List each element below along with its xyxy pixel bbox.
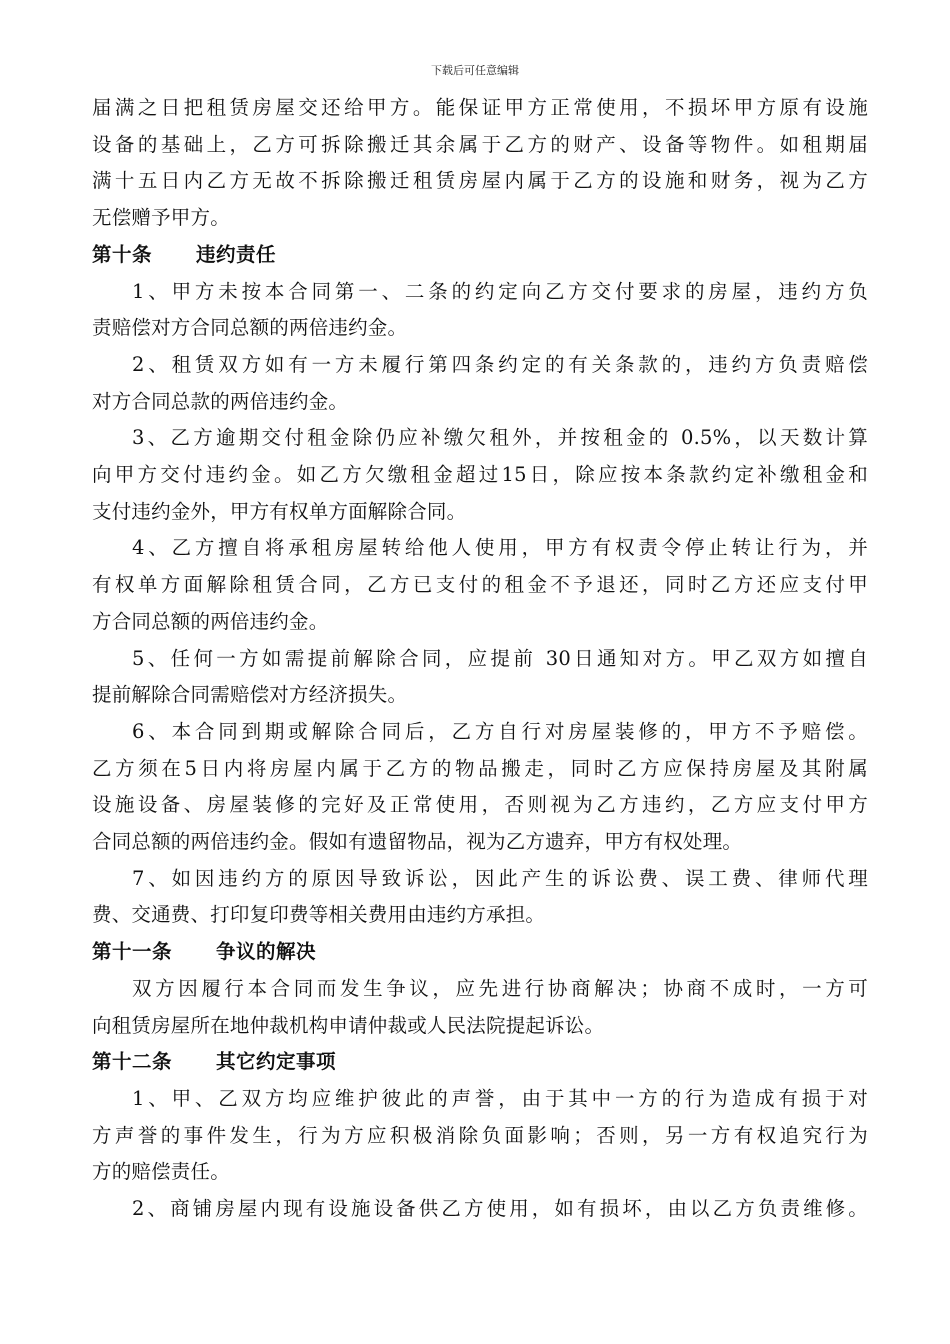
paragraph-line: 责赔偿对方合同总额的两倍违约金。 [92,316,408,340]
paragraph-line: 有权单方面解除租赁合同，乙方已支付的租金不予退还，同时乙方还应支付甲 [92,573,868,597]
article-number: 第十二条 [92,1050,173,1074]
paragraph-line: 3、乙方逾期交付租金除仍应补缴欠租外，并按租金的 0.5%，以天数计算 [132,426,868,450]
article-10-clause-2 [92,347,868,420]
document-body [92,90,868,1228]
article-12-clause-2 [92,1191,868,1228]
paragraph-line: 6、本合同到期或解除合同后，乙方自行对房屋装修的，甲方不予赔偿。 [132,719,868,743]
paragraph-line: 届满之日把租赁房屋交还给甲方。能保证甲方正常使用，不损坏甲方原有设施 [92,96,868,119]
paragraph-line: 方合同总额的两倍违约金。 [92,609,329,633]
paragraph-line: 4、乙方擅自将承租房屋转给他人使用，甲方有权责令停止转让行为，并 [132,536,868,560]
page-header-note: 下载后可任意编辑 [431,64,519,77]
paragraph-line: 7、如因违约方的原因导致诉讼，因此产生的诉讼费、误工费、律师代理 [132,866,868,890]
paragraph-line: 2、商铺房屋内现有设施设备供乙方使用，如有损坏，由以乙方负责维修。 [132,1197,868,1221]
paragraph-line: 费、交通费、打印复印费等相关费用由违约方承担。 [92,903,546,927]
paragraph-line: 对方合同总款的两倍违约金。 [92,389,349,413]
intro-paragraph [92,90,868,237]
paragraph-line: 支付违约金外，甲方有权单方面解除合同。 [92,499,467,523]
paragraph-line: 双方因履行本合同而发生争议，应先进行协商解决；协商不成时，一方可 [132,976,868,1000]
paragraph-line: 方声誉的事件发生，行为方应积极消除负面影响；否则，另一方有权追究行为 [92,1123,868,1147]
paragraph-line: 无偿赠予甲方。 [92,206,230,230]
paragraph-line: 乙方须在5日内将房屋内属于乙方的物品搬走，同时乙方应保持房屋及其附属 [92,756,868,780]
paragraph-line: 向甲方交付违约金。如乙方欠缴租金超过15日，除应按本条款约定补缴租金和 [92,463,868,487]
article-12-heading [92,1044,868,1081]
article-11-paragraph [92,971,868,1044]
paragraph-line: 设施设备、房屋装修的完好及正常使用，否则视为乙方违约，乙方应支付甲方 [92,793,868,817]
article-title: 争议的解决 [216,940,317,964]
paragraph-line: 1、甲、乙双方均应维护彼此的声誉，由于其中一方的行为造成有损于对 [132,1086,868,1110]
paragraph-line: 设备的基础上，乙方可拆除搬迁其余属于乙方的财产、设备等物件。如租期届 [92,132,868,156]
article-10-clause-6 [92,714,868,861]
article-10-clause-5 [92,641,868,714]
paragraph-line: 合同总额的两倍违约金。假如有遗留物品，视为乙方遗弃，甲方有权处理。 [92,830,743,854]
article-title: 违约责任 [196,242,277,266]
article-10-clause-1 [92,274,868,347]
article-number: 第十条 [92,242,153,266]
paragraph-line: 1、甲方未按本合同第一、二条的约定向乙方交付要求的房屋，违约方负 [132,279,868,303]
paragraph-line: 2、租赁双方如有一方未履行第四条约定的有关条款的，违约方负责赔偿 [132,352,868,376]
paragraph-line: 5、任何一方如需提前解除合同，应提前 30日通知对方。甲乙双方如擅自 [132,646,868,670]
article-12-clause-1 [92,1081,868,1191]
paragraph-line: 向租赁房屋所在地仲裁机构申请仲裁或人民法院提起诉讼。 [92,1013,605,1037]
article-10-heading [92,237,868,274]
article-title: 其它约定事项 [216,1050,337,1074]
article-number: 第十一条 [92,940,173,964]
article-11-heading [92,934,868,971]
article-10-clause-4 [92,530,868,640]
article-10-clause-7 [92,861,868,934]
article-10-clause-3 [92,420,868,530]
paragraph-line: 方的赔偿责任。 [92,1160,230,1184]
paragraph-line: 满十五日内乙方无故不拆除搬迁租赁房屋内属于乙方的设施和财务，视为乙方 [92,169,868,193]
paragraph-line: 提前解除合同需赔偿对方经济损失。 [92,683,408,707]
